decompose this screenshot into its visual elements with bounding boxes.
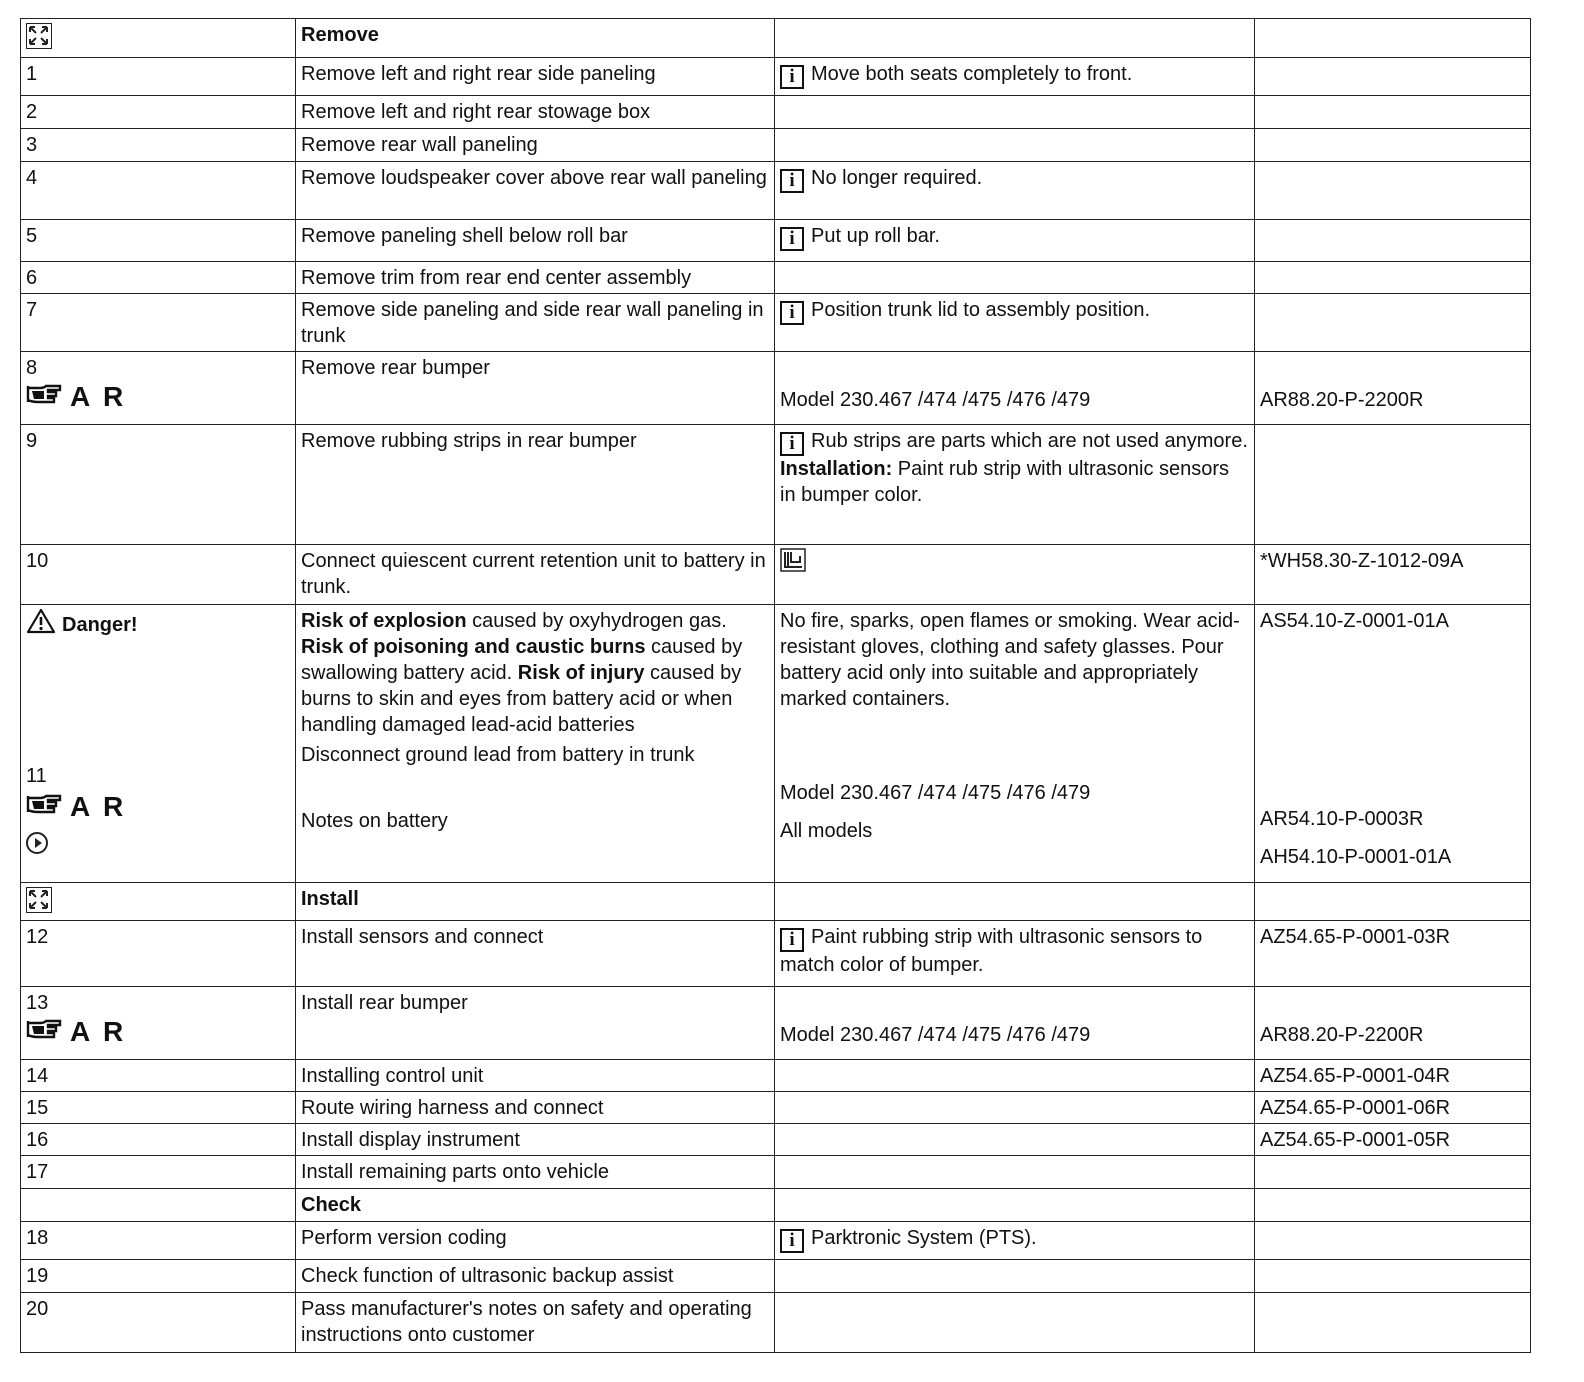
step-number: 16 [21, 1124, 296, 1156]
table-row [21, 162, 1531, 220]
step-text: Install display instrument [296, 1124, 775, 1156]
step-text: Disconnect ground lead from battery in trunk [301, 744, 695, 766]
table-row [21, 262, 1531, 294]
info-icon: i [780, 432, 804, 456]
reference-link[interactable]: AZ54.65-P-0001-04R [1255, 1060, 1531, 1092]
step-text: Remove rubbing strips in rear bumper [296, 425, 775, 545]
table-row [21, 96, 1531, 129]
step-number: 7 [21, 294, 296, 352]
step-text: Connect quiescent current retention unit to battery in trunk. [296, 545, 775, 605]
info-icon: i [780, 169, 804, 193]
step-number: 19 [21, 1260, 296, 1293]
danger-measures: No fire, sparks, open flames or smoking. Wear acid-resistant gloves, clothing and safety glasses. Pour battery acid only into suitable and appropriately marked containers. [780, 610, 1240, 710]
ar-reference[interactable] [26, 381, 290, 413]
step-number: 10 [21, 545, 296, 605]
table-row [21, 129, 1531, 162]
step-text: Pass manufacturer's notes on safety and operating instructions onto customer [296, 1293, 775, 1353]
step-text: Install sensors and connect [296, 921, 775, 987]
step-number: 20 [21, 1293, 296, 1353]
step-text: Check function of ultrasonic backup assist [296, 1260, 775, 1293]
table-row [21, 1156, 1531, 1189]
step-note: Paint rubbing strip with ultrasonic sensors to match color of bumper. [780, 926, 1203, 976]
expand-arrows-icon [26, 887, 52, 913]
table-row [21, 425, 1531, 545]
table-row [21, 1092, 1531, 1124]
procedure-table [20, 18, 1531, 1353]
step-number: 2 [21, 96, 296, 129]
step-number: 1 [21, 58, 296, 96]
step-number: 4 [21, 162, 296, 220]
info-icon: i [780, 227, 804, 251]
ar-label: A R [70, 791, 127, 822]
step-text: Remove left and right rear side paneling [296, 58, 775, 96]
step-note: Parktronic System (PTS). [811, 1227, 1037, 1249]
step-note: Move both seats completely to front. [811, 63, 1133, 85]
step-number: 13 [26, 992, 49, 1014]
reference-link[interactable]: AR88.20-P-2200R [1260, 1024, 1424, 1046]
step-number: 18 [21, 1222, 296, 1260]
section-header-check [21, 1189, 1531, 1222]
step-text: Install remaining parts onto vehicle [296, 1156, 775, 1189]
step-number: 14 [21, 1060, 296, 1092]
table-row [21, 1260, 1531, 1293]
table-row [21, 58, 1531, 96]
hand-pointer-icon [26, 791, 64, 823]
ar-reference[interactable] [26, 791, 290, 823]
step-note: No longer required. [811, 167, 983, 189]
table-row [21, 220, 1531, 262]
table-row [21, 1124, 1531, 1156]
step-text: Install rear bumper [296, 987, 775, 1060]
danger-label: Danger! [26, 608, 290, 641]
model-text: Model 230.467 /474 /475 /476 /479 [780, 1024, 1091, 1046]
reference-link[interactable]: AZ54.65-P-0001-06R [1255, 1092, 1531, 1124]
danger-text: Risk of explosion caused by oxyhydrogen gas. Risk of poisoning and caustic burns caused by swallowing battery acid. Risk of injury caused by burns to skin and eyes from battery acid or when handling damaged lead-acid batteries [301, 610, 743, 736]
step-text: Remove paneling shell below roll bar [296, 220, 775, 262]
reference-link[interactable]: *WH58.30-Z-1012-09A [1255, 545, 1531, 605]
all-models-text: All models [780, 820, 873, 842]
installation-label: Installation: [780, 458, 893, 480]
model-text: Model 230.467 /474 /475 /476 /479 [780, 782, 1091, 804]
warning-triangle-icon [26, 608, 56, 641]
table-row [21, 987, 1531, 1060]
reference-link[interactable]: AH54.10-P-0001-01A [1260, 846, 1452, 868]
step-note: Put up roll bar. [811, 225, 940, 247]
ar-label: A R [70, 381, 127, 412]
table-row [21, 294, 1531, 352]
table-row [21, 921, 1531, 987]
info-icon: i [780, 1229, 804, 1253]
table-row [21, 1222, 1531, 1260]
table-row [21, 1060, 1531, 1092]
step-number: 3 [21, 129, 296, 162]
section-title: Remove [296, 19, 775, 58]
step-note: Position trunk lid to assembly position. [811, 299, 1151, 321]
step-text: Remove rear bumper [296, 352, 775, 425]
step-note: Rub strips are parts which are not used anymore. [811, 430, 1248, 452]
step-text: Remove side paneling and side rear wall paneling in trunk [296, 294, 775, 352]
section-title: Check [296, 1189, 775, 1222]
notes-on-battery-link[interactable]: Notes on battery [301, 810, 448, 832]
step-text: Perform version coding [296, 1222, 775, 1260]
hand-pointer-icon [26, 381, 64, 413]
step-number: 15 [21, 1092, 296, 1124]
step-text: Installing control unit [296, 1060, 775, 1092]
table-row [21, 1293, 1531, 1353]
step-text: Remove loudspeaker cover above rear wall paneling [296, 162, 775, 220]
ar-reference[interactable] [26, 1016, 290, 1048]
section-title: Install [296, 883, 775, 921]
step-number: 6 [21, 262, 296, 294]
step-text: Remove left and right rear stowage box [296, 96, 775, 129]
reference-link[interactable]: AS54.10-Z-0001-01A [1260, 610, 1450, 632]
info-icon: i [780, 301, 804, 325]
installation-text: Paint rub strip with ultrasonic sensors in bumper color. [780, 458, 1230, 506]
danger-row [21, 605, 1531, 883]
ar-label: A R [70, 1016, 127, 1047]
model-text: Model 230.467 /474 /475 /476 /479 [780, 389, 1091, 411]
table-row [21, 545, 1531, 605]
reference-link[interactable]: AR54.10-P-0003R [1260, 808, 1424, 830]
step-text: Route wiring harness and connect [296, 1092, 775, 1124]
section-header-remove [21, 19, 1531, 58]
section-header-install [21, 883, 1531, 921]
step-number: 5 [21, 220, 296, 262]
step-number: 8 [26, 357, 38, 379]
hand-pointer-icon [26, 1016, 64, 1048]
table-row [21, 352, 1531, 425]
reference-link[interactable]: AZ54.65-P-0001-03R [1255, 921, 1531, 987]
step-number: 11 [26, 765, 47, 787]
workshop-equipment-icon [780, 555, 806, 577]
step-text: Remove trim from rear end center assembly [296, 262, 775, 294]
step-number: 17 [21, 1156, 296, 1189]
info-icon: i [780, 928, 804, 952]
reference-link[interactable]: AZ54.65-P-0001-05R [1255, 1124, 1531, 1156]
expand-arrows-icon [26, 23, 52, 49]
reference-link[interactable]: AR88.20-P-2200R [1260, 389, 1424, 411]
note-circle-icon [26, 832, 48, 854]
step-number: 9 [21, 425, 296, 545]
step-number: 12 [21, 921, 296, 987]
step-text: Remove rear wall paneling [296, 129, 775, 162]
info-icon: i [780, 65, 804, 89]
